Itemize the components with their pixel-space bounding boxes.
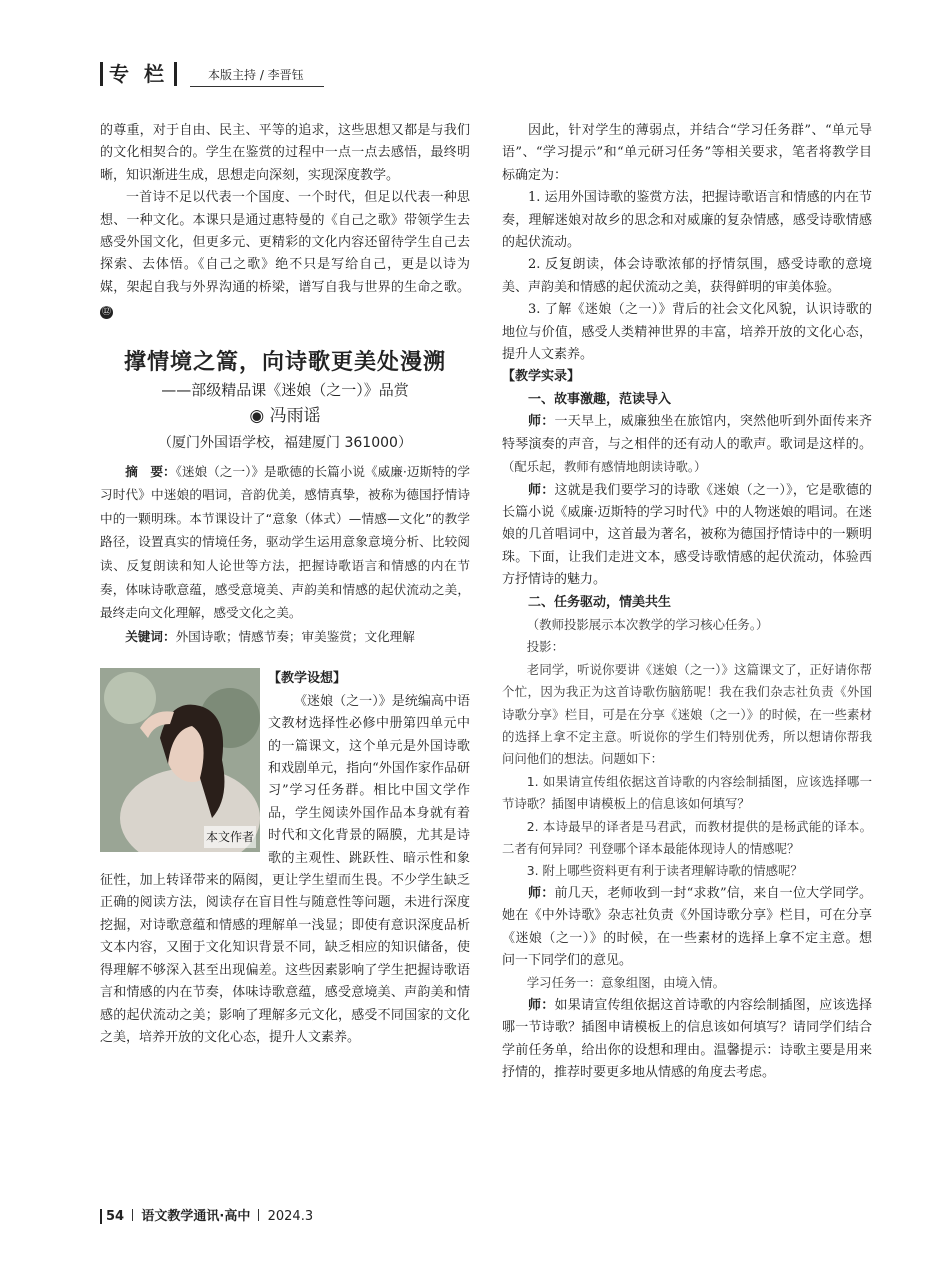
keywords-label: 关键词： xyxy=(125,628,176,644)
abstract: 摘 要：《迷娘（之一）》是歌德的长篇小说《威廉·迈斯特的学习时代》中迷娘的唱词，音韵优美，感情真挚，被称为德国抒情诗中的一颗明珠。本节课设计了“意象（体式）—情感—文化”的教学路径，设置真实的情境任务，驱动学生运用意象意境分析、比较阅读、反复朗读和知人论世等方法，把握诗歌语言和情感的内在节奏，体味诗歌意蕴，感受意境美、声韵美和情感的起伏流动之美，最终走向文化理解，感受文化之美。 xyxy=(100,463,471,621)
dialogue-paragraph: 师：这就是我们要学习的诗歌《迷娘（之一）》，它是歌德的长篇小说《威廉·迈斯特的学习时代》中的人物迷娘的唱词。在迷娘的几首唱词中，这首最为著名，被称为德国抒情诗中的一颗明珠。下面，让我们走进文本，感受诗歌情感的起伏流动，体验西方抒情诗的魅力。 xyxy=(502,482,872,588)
dialogue-paragraph: 师：一天早上，威廉独坐在旅馆内，突然他听到外面传来齐特琴演奏的声音，与之相伴的还有动人的歌声。歌词是这样的。（配乐起，教师有感情地朗读诗歌。） xyxy=(502,414,872,475)
question-item: 2. 本诗最早的译者是马君武，而教材提供的是杨武能的译本。二者有何异同？刊登哪个译本最能体现诗人的情感呢？ xyxy=(502,818,872,856)
record-heading: 【教学实录】 xyxy=(502,369,581,385)
right-column xyxy=(502,120,872,1084)
abstract-label: 摘 要： xyxy=(125,463,176,479)
section-one-heading: 一、故事激趣，范读导入 xyxy=(528,391,672,407)
page-footer xyxy=(100,1205,313,1224)
journal-name: 语文教学通讯·高中 xyxy=(141,1209,251,1224)
footer-divider xyxy=(258,1209,259,1221)
keywords: 关键词：外国诗歌；情感节奏；审美鉴赏；文化理解 xyxy=(125,628,415,644)
section-two-heading: 二、任务驱动，情美共生 xyxy=(528,594,672,610)
left-column xyxy=(100,120,470,1049)
prev-article-paragraph: 一首诗不足以代表一个国度、一个时代，但足以代表一种思想、一种文化。本课只是通过惠特曼的《自己之歌》带领学生去感受外国文化，但更多元、更精彩的文化内容还留待学生自己去探索、去体悟。《自己之歌》绝不只是写给自己，更是以诗为媒，架起自我与外界沟通的桥梁，谱写自我与世界的生命之歌。⑫ xyxy=(100,190,470,318)
design-heading: 【教学设想】 xyxy=(268,671,347,687)
column-tag: 专 栏 xyxy=(100,62,177,86)
article-title-block xyxy=(100,346,470,456)
footer-divider xyxy=(132,1209,133,1221)
page-number: 54 xyxy=(100,1209,124,1224)
author-photo xyxy=(100,668,260,852)
editor-credit: 本版主持 / 李晋钰 xyxy=(190,66,324,87)
article-title: 撑情境之篙，向诗歌更美处漫溯 xyxy=(123,348,446,375)
stage-note: （教师投影展示本次教学的学习核心任务。） xyxy=(526,616,769,632)
photo-caption: 本文作者 xyxy=(204,826,256,848)
author-name: ◉ 冯雨谣 xyxy=(249,405,321,426)
goal-item: 3. 了解《迷娘（之一）》背后的社会文化风貌，认识诗歌的地位与价值，感受人类精神世界的丰富，培养开放的文化心态，提升人文素养。 xyxy=(502,302,872,363)
goal-item: 2. 反复朗读，体会诗歌浓郁的抒情氛围，感受诗歌的意境美、声韵美和情感的起伏流动之美，获得鲜明的审美体验。 xyxy=(502,257,872,295)
question-item: 3. 附上哪些资料更有利于读者理解诗歌的情感呢？ xyxy=(526,863,803,879)
projection-label: 投影： xyxy=(526,639,564,655)
design-paragraph: 《迷娘（之一）》是统编高中语文教材选择性必修中册第四单元中的一篇课文，这个单元是外国诗歌和戏剧单元，指向“外国作家作品研习”学习任务群。相比中国文学作品，学生阅读外国作品本身就有着时代和文化背景的隔膜，尤其是诗歌的主观性、跳跃性、暗示性和象征性，加上转译带来的隔阂，更让学生望而生畏。不少学生缺乏正确的阅读方法，阅读存在盲目性与随意性等问题，未进行深度挖掘，对诗歌意蕴和情感的理解单一浅显；即使有意识深度品析文本内容，又囿于文化知识背景不同，缺乏相应的知识储备，使得理解不够深入甚至出现偏差。这些因素影响了学生把握诗歌语言和情感的内在节奏，体味诗歌意蕴，感受意境美、声韵美和情感的起伏流动之美；影响了理解多元文化，感受不同国家的文化之美，培养开放的文化心态，提升人文素养。 xyxy=(100,693,470,1045)
design-section xyxy=(100,668,470,1049)
goal-item: 1. 运用外国诗歌的鉴赏方法，把握诗歌语言和情感的内在节奏，理解迷娘对故乡的思念和对威廉的复杂情感，感受诗歌情感的起伏流动。 xyxy=(502,190,872,251)
issue-number: 2024.3 xyxy=(267,1209,314,1224)
prev-article-paragraph: 的尊重，对于自由、民主、平等的追求，这些思想又都是与我们的文化相契合的。学生在鉴赏的过程中一点一点去感悟，最终明晰，知识渐进生成，思想走向深刻，实现深度教学。 xyxy=(100,123,470,183)
letter-paragraph: 老同学，听说你要讲《迷娘（之一）》这篇课文了，正好请你帮个忙，因为我正为这首诗歌伤脑筋呢！我在我们杂志社负责《外国诗歌分享》栏目，可是在分享《迷娘（之一）》的时候，在一些素材的选择上拿不定主意。听说你的学生们特别优秀，所以想请你帮我问问他们的想法。问题如下： xyxy=(502,661,872,767)
question-item: 1. 如果请宣传组依据这首诗歌的内容绘制插图，应该选择哪一节诗歌？插图申请模板上的信息该如何填写？ xyxy=(502,773,872,812)
goals-intro: 因此，针对学生的薄弱点，并结合“学习任务群”、“单元导语”、“学习提示”和“单元研习任务”等相关要求，笔者将教学目标确定为： xyxy=(502,123,872,183)
portrait-image-icon xyxy=(100,668,260,852)
dialogue-paragraph: 师：前几天，老师收到一封“求救”信，来自一位大学同学。她在《中外诗歌》杂志社负责《外国诗歌分享》栏目，可在分享《迷娘（之一）》的时候，在一些素材的选择上拿不定主意。想问一下同学们的意见。 xyxy=(502,885,872,969)
end-mark-icon: ⑫ xyxy=(101,307,111,318)
article-subtitle: ——部级精品课《迷娘（之一）》品赏 xyxy=(161,380,409,399)
dialogue-paragraph: 师：如果请宣传组依据这首诗歌的内容绘制插图，应该选择哪一节诗歌？插图申请模板上的信息该如何填写？请同学们结合学前任务单，给出你的设想和理由。温馨提示：诗歌主要是用来抒情的，推荐时要更多地从情感的角度去考虑。 xyxy=(502,997,872,1081)
task-heading: 学习任务一：意象组图，由境入情。 xyxy=(526,975,726,991)
page-header xyxy=(100,62,500,92)
author-affiliation: （厦门外国语学校，福建厦门 361000） xyxy=(158,434,412,451)
